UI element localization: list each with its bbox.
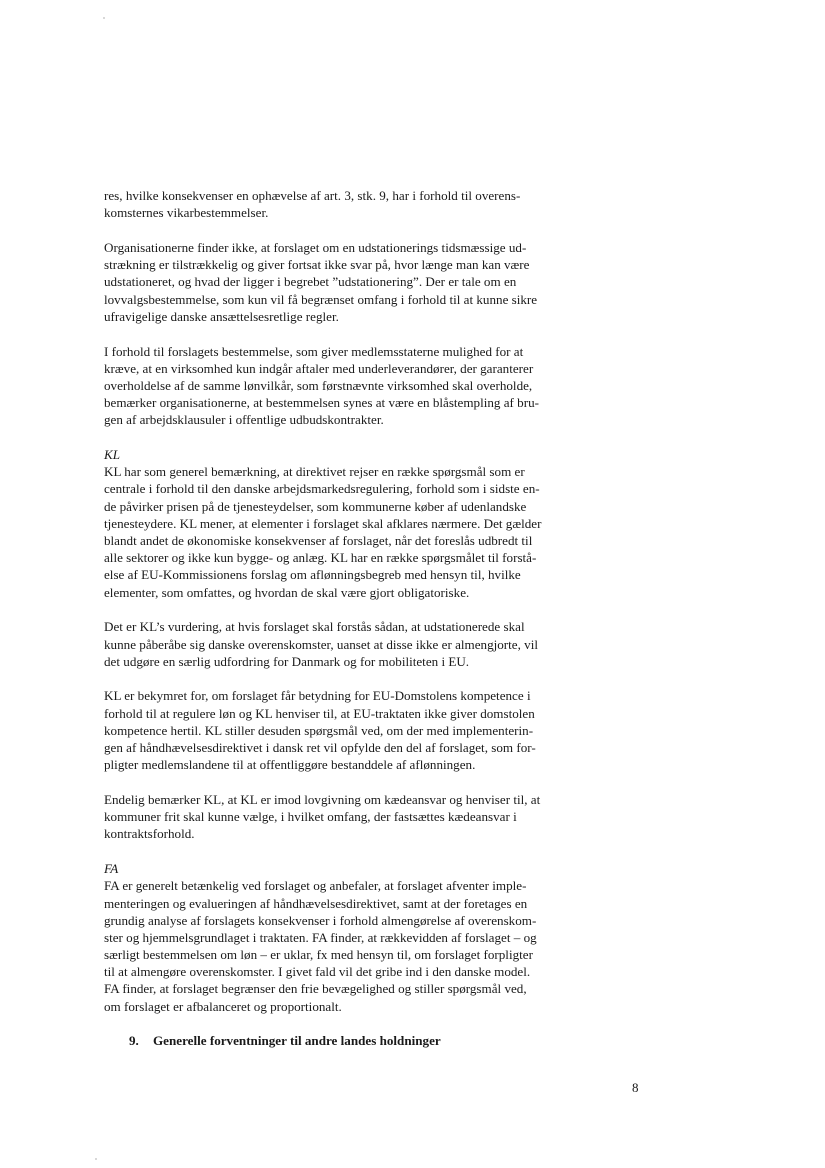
scan-speck	[95, 1158, 97, 1160]
scan-speck	[103, 17, 105, 19]
text-line: blandt andet de økonomiske konsekvenser af forslaget, når det foreslås udbredt til	[104, 532, 533, 548]
text-line: KL har som generel bemærkning, at direktivet rejser en række spørgsmål som er	[104, 464, 525, 480]
text-line: kompetence hertil. KL stiller desuden spørgsmål ved, om der med implementerin-	[104, 722, 534, 738]
text-line: I forhold til forslagets bestemmelse, som giver medlemsstaterne mulighed for at	[104, 343, 524, 359]
text-line: kræve, at en virksomhed kun indgår aftaler med underleverandører, der garanterer	[104, 360, 534, 376]
text-line: ufravigelige danske ansættelsesretlige regler.	[104, 308, 339, 324]
paragraph	[104, 239, 602, 325]
text-line: alle sektorer og ikke kun bygge- og anlæg. KL har en række spørgsmålet til forstå-	[104, 550, 537, 566]
paragraph	[104, 618, 602, 670]
stakeholder-label-kl: KL	[104, 447, 121, 463]
text-line: FA er generelt betænkelig ved forslaget og anbefaler, at forslaget afventer imple-	[104, 878, 527, 894]
text-line: tjenesteydere. KL mener, at elementer i forslaget skal afklares nærmere. Det gælder	[104, 515, 542, 531]
text-line: de påvirker prisen på de tjenesteydelser, som kommunerne køber af udenlandske	[104, 498, 527, 514]
text-line: Organisationerne finder ikke, at forslaget om en udstationerings tidsmæssige ud-	[104, 239, 527, 255]
text-line: overholdelse af de samme lønvilkår, som førstnævnte virksomhed skal overholde,	[104, 377, 533, 393]
text-line: strækning er tilstrækkelig og giver fortsat ikke svar på, hvor længe man kan være	[104, 257, 530, 273]
text-line: menteringen og evalueringen af håndhævelsesdirektivet, samt at der foretages en	[104, 895, 528, 911]
text-line: FA finder, at forslaget begrænser den frie bevægelighed og stiller spørgsmål ved,	[104, 981, 527, 997]
paragraph	[104, 187, 602, 221]
text-line: til at almengøre overenskomster. I givet fald vil det gribe ind i den danske model.	[104, 964, 531, 980]
paragraph	[104, 343, 602, 429]
text-line: Det er KL’s vurdering, at hvis forslaget skal forstås sådan, at udstationerede skal	[104, 619, 525, 635]
text-line: om forslaget er afbalanceret og proportionalt.	[104, 998, 342, 1014]
text-line: KL er bekymret for, om forslaget får betydning for EU-Domstolens kompetence i	[104, 688, 531, 704]
text-line: det udgøre en særlig udfordring for Danmark og for mobiliteten i EU.	[104, 653, 470, 669]
text-line: Endelig bemærker KL, at KL er imod lovgivning om kædeansvar og henviser til, at	[104, 792, 541, 807]
text-line: udstationeret, og hvad der ligger i begrebet ”udstationering”. Der er tale om en	[104, 274, 517, 290]
paragraph	[104, 791, 602, 843]
page-number: 8	[632, 1080, 639, 1095]
text-line: særligt bestemmelsen om løn – er uklar, fx med hensyn til, om forslaget forpligter	[104, 947, 533, 963]
text-line: elementer, som omfattes, og hvordan de skal være gjort obligatoriske.	[104, 584, 470, 600]
text-line: gen af håndhævelsesdirektivet i dansk ret vil opfylde den del af forslaget, som for-	[104, 740, 536, 756]
text-line: forhold til at regulere løn og KL henviser til, at EU-traktaten ikke giver domstolen	[104, 705, 535, 721]
paragraph-fa-intro	[104, 860, 602, 1015]
text-line: else af EU-Kommissionens forslag om aflønningsbegreb med hensyn til, hvilke	[104, 567, 521, 583]
stakeholder-label-fa: FA	[104, 861, 119, 877]
text-line: lovvalgsbestemmelse, som kun vil få begrænset omfang i forhold til at kunne sikre	[104, 291, 538, 307]
section-number: 9.	[129, 1033, 139, 1049]
text-line: bemærker organisationerne, at bestemmelsen synes at være en blåstempling af bru-	[104, 395, 539, 411]
text-line: kontraktsforhold.	[104, 826, 195, 842]
text-line: kunne påberåbe sig danske overenskomster, uanset at disse ikke er almengjorte, vil	[104, 636, 538, 652]
text-line: gen af arbejdsklausuler i offentlige udbudskontrakter.	[104, 412, 384, 428]
document-body	[104, 187, 602, 1050]
text-line: ster og hjemmelsgrundlaget i traktaten. FA finder, at rækkevidden af forslaget – og	[104, 929, 537, 945]
text-line: centrale i forhold til den danske arbejdsmarkedsregulering, forhold som i sidste en-	[104, 481, 540, 497]
text-line: pligter medlemslandene til at offentliggøre bestanddele af aflønningen.	[104, 757, 476, 773]
text-line: kommuner frit skal kunne vælge, i hvilket omfang, der fastsættes kædeansvar i	[104, 809, 517, 825]
text-line: grundig analyse af forslagets konsekvenser i forhold almengørelse af overenskom-	[104, 912, 537, 928]
paragraph	[104, 687, 602, 773]
paragraph-kl-intro	[104, 446, 602, 601]
text-line: komsternes vikarbestemmelser.	[104, 205, 269, 221]
text-line: res, hvilke konsekvenser en ophævelse af art. 3, stk. 9, har i forhold til overens-	[104, 188, 521, 203]
section-title: Generelle forventninger til andre landes holdninger	[153, 1033, 441, 1049]
section-heading	[129, 1032, 602, 1049]
